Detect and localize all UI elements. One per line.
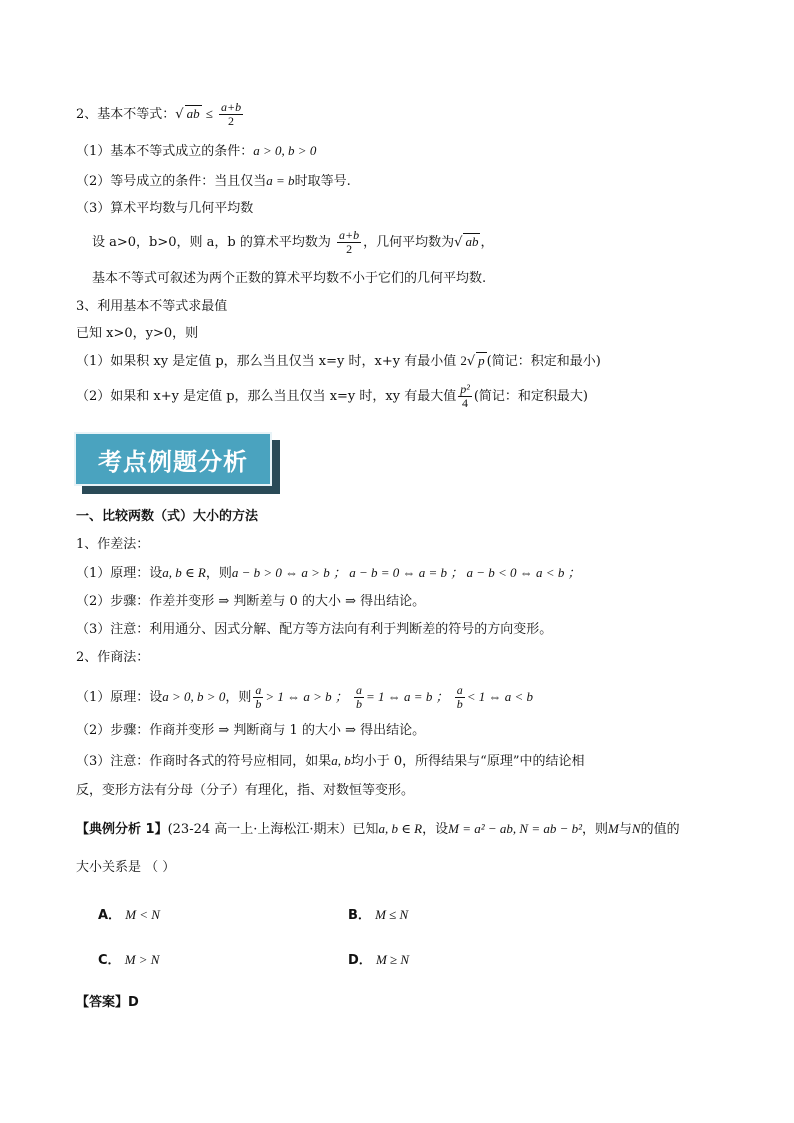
frac-num: a bbox=[356, 683, 363, 697]
principle-text: （1）原理：设 bbox=[76, 566, 163, 581]
frac-den: 4 bbox=[462, 396, 468, 410]
frac-num: a+b bbox=[339, 228, 360, 242]
frac-num: a+b bbox=[221, 100, 242, 114]
condition-text: （1）基本不等式成立的条件： bbox=[76, 144, 254, 159]
choice-b[interactable] bbox=[348, 904, 408, 923]
extremum-heading-text: 3、利用基本不等式求最值 bbox=[76, 299, 228, 314]
compare-methods-heading bbox=[76, 508, 258, 526]
difference-principle bbox=[76, 564, 581, 583]
frac-den: b bbox=[255, 697, 262, 711]
example-stem-cont bbox=[76, 859, 175, 877]
stem-text-3: ，则 bbox=[582, 822, 609, 837]
choice-key: D． bbox=[348, 953, 372, 968]
note-text: （3）注意：利用通分、因式分解、配方等方法向有利于判断差的符号的方向变形。 bbox=[76, 622, 553, 637]
quotient-steps bbox=[76, 722, 425, 740]
sum-fixed-note: (简记：和定积最大) bbox=[473, 389, 588, 404]
quotient-note-cont bbox=[76, 782, 414, 800]
given-text: 已知 x>0，y>0，则 bbox=[76, 326, 199, 341]
ratio-relation-3: < 1 ⇔ a < b bbox=[466, 689, 534, 704]
principle-text-2: ，则 bbox=[205, 566, 232, 581]
frac-den: 2 bbox=[228, 114, 235, 128]
ratio-fraction-2 bbox=[354, 684, 364, 711]
quotient-note bbox=[76, 752, 584, 771]
stem-line-2: 大小关系是 （ ） bbox=[76, 860, 176, 875]
note-text-2: 均小于 0，所得结果与“原理”中的结论相 bbox=[350, 754, 585, 769]
arith-mean-fraction bbox=[337, 229, 361, 256]
coef-two: 2 bbox=[460, 353, 467, 368]
stem-text: 已知 bbox=[352, 822, 379, 837]
choice-text: M ≤ N bbox=[375, 907, 409, 922]
note-text-3: 反，变形方法有分母（分子）有理化，指、对数恒等变形。 bbox=[76, 783, 415, 798]
principle-text-2: ，则 bbox=[225, 690, 252, 705]
equality-text: （2）等号成立的条件：当且仅当 bbox=[76, 174, 267, 189]
principle-math: a, b ∈ R bbox=[162, 565, 206, 580]
difference-note bbox=[76, 621, 552, 639]
given-line bbox=[76, 325, 198, 343]
frac-den: b bbox=[356, 697, 363, 711]
answer-line bbox=[76, 994, 139, 1012]
sqrt-symbol: √ bbox=[454, 235, 463, 250]
basic-inequality-heading bbox=[76, 101, 245, 128]
extremum-heading bbox=[76, 298, 227, 316]
equality-text-end: 时取等号. bbox=[294, 174, 351, 189]
fraction-mean bbox=[219, 101, 243, 128]
ratio-relation-2: = 1 ⇔ a = b ； bbox=[366, 689, 449, 704]
choice-key: B． bbox=[348, 908, 371, 923]
stem-text-5: 的值的 bbox=[640, 822, 680, 837]
banner-label: 考点例题分析 bbox=[74, 432, 272, 486]
sqrt-ab: ab bbox=[186, 106, 200, 121]
stem-math-1: a, b ∈ R bbox=[378, 821, 423, 836]
stem-text-2: ，设 bbox=[422, 822, 449, 837]
means-def-text-2: ，几何平均数为 bbox=[363, 235, 455, 250]
stem-math-m: M bbox=[608, 821, 619, 836]
principle-text: （1）原理：设 bbox=[76, 690, 163, 705]
condition-line bbox=[76, 142, 316, 161]
example-source: (23-24 高一上·上海松江·期末） bbox=[167, 822, 353, 837]
stem-math-n: N bbox=[631, 821, 641, 836]
frac-num: a bbox=[255, 683, 262, 697]
frac-den: 2 bbox=[346, 242, 353, 256]
means-def-text: 设 a>0，b>0，则 a，b 的算术平均数为 bbox=[92, 235, 331, 250]
ratio-fraction-3 bbox=[455, 684, 465, 711]
difference-steps bbox=[76, 593, 425, 611]
max-fraction bbox=[458, 383, 472, 410]
note-math: a, b bbox=[331, 753, 351, 768]
means-definition-line bbox=[92, 229, 493, 256]
steps-text: （2）步骤：作差并变形 ⇒ 判断差与 0 的大小 ⇒ 得出结论。 bbox=[76, 594, 426, 609]
means-statement bbox=[92, 270, 486, 288]
sqrt-p: p bbox=[478, 353, 485, 368]
stem-text-4: 与 bbox=[618, 822, 632, 837]
sum-fixed-line bbox=[76, 383, 588, 410]
frac-den: b bbox=[456, 697, 463, 711]
choice-a[interactable] bbox=[98, 904, 160, 923]
leq-symbol: ≤ bbox=[205, 106, 213, 121]
quotient-heading-text: 2、作商法： bbox=[76, 650, 150, 665]
difference-method-heading bbox=[76, 536, 149, 554]
choice-text: M < N bbox=[125, 907, 160, 922]
section-banner bbox=[74, 432, 280, 494]
product-fixed-line bbox=[76, 352, 601, 371]
ratio-relation-1: > 1 ⇔ a > b ； bbox=[265, 689, 348, 704]
equality-line bbox=[76, 172, 351, 191]
sqrt-ab: ab bbox=[465, 234, 479, 249]
frac-num: a bbox=[456, 683, 463, 697]
equality-math: a = b bbox=[266, 173, 295, 188]
steps-text: （2）步骤：作商并变形 ⇒ 判断商与 1 的大小 ⇒ 得出结论。 bbox=[76, 723, 426, 738]
means-heading-text: （3）算术平均数与几何平均数 bbox=[76, 201, 254, 216]
means-heading bbox=[76, 200, 253, 218]
choice-key: C． bbox=[98, 953, 121, 968]
difference-heading-text: 1、作差法： bbox=[76, 537, 150, 552]
choice-c[interactable] bbox=[98, 949, 159, 968]
principle-math-2: a − b > 0 ⇔ a > b ； a − b = 0 ⇔ a = b ； a − b < 0 ⇔ a < b ； bbox=[231, 565, 581, 580]
answer-tag: 【答案】 bbox=[76, 995, 129, 1010]
sqrt-symbol: √ bbox=[466, 354, 476, 369]
choice-text: M > N bbox=[124, 952, 160, 967]
principle-math: a > 0, b > 0 bbox=[162, 689, 226, 704]
product-fixed-note: (简记：积定和最小) bbox=[486, 354, 601, 369]
comma: ， bbox=[480, 235, 494, 250]
stem-math-2: M = a² − ab, N = ab − b² bbox=[448, 821, 583, 836]
choice-key: A． bbox=[98, 908, 122, 923]
answer-value: D bbox=[128, 995, 139, 1010]
heading-text: 2、基本不等式： bbox=[76, 107, 176, 122]
choice-d[interactable] bbox=[348, 949, 409, 968]
quotient-principle bbox=[76, 684, 533, 711]
compare-methods-text: 一、比较两数（式）大小的方法 bbox=[76, 509, 259, 524]
frac-num: p² bbox=[460, 382, 470, 396]
ratio-fraction-1 bbox=[253, 684, 263, 711]
sqrt-symbol: √ bbox=[175, 107, 184, 122]
product-fixed-text: （1）如果积 xy 是定值 p，那么当且仅当 x=y 时，x+y 有最小值 bbox=[76, 354, 457, 369]
example-tag: 【典例分析 1】 bbox=[76, 822, 168, 837]
condition-math: a > 0, b > 0 bbox=[253, 143, 317, 158]
quotient-method-heading bbox=[76, 649, 149, 667]
example-stem bbox=[76, 820, 680, 839]
note-text: （3）注意：作商时各式的符号应相同，如果 bbox=[76, 754, 332, 769]
means-statement-text: 基本不等式可叙述为两个正数的算术平均数不小于它们的几何平均数. bbox=[92, 271, 487, 286]
sum-fixed-text: （2）如果和 x+y 是定值 p，那么当且仅当 x=y 时，xy 有最大值 bbox=[76, 389, 457, 404]
choice-text: M ≥ N bbox=[375, 952, 410, 967]
